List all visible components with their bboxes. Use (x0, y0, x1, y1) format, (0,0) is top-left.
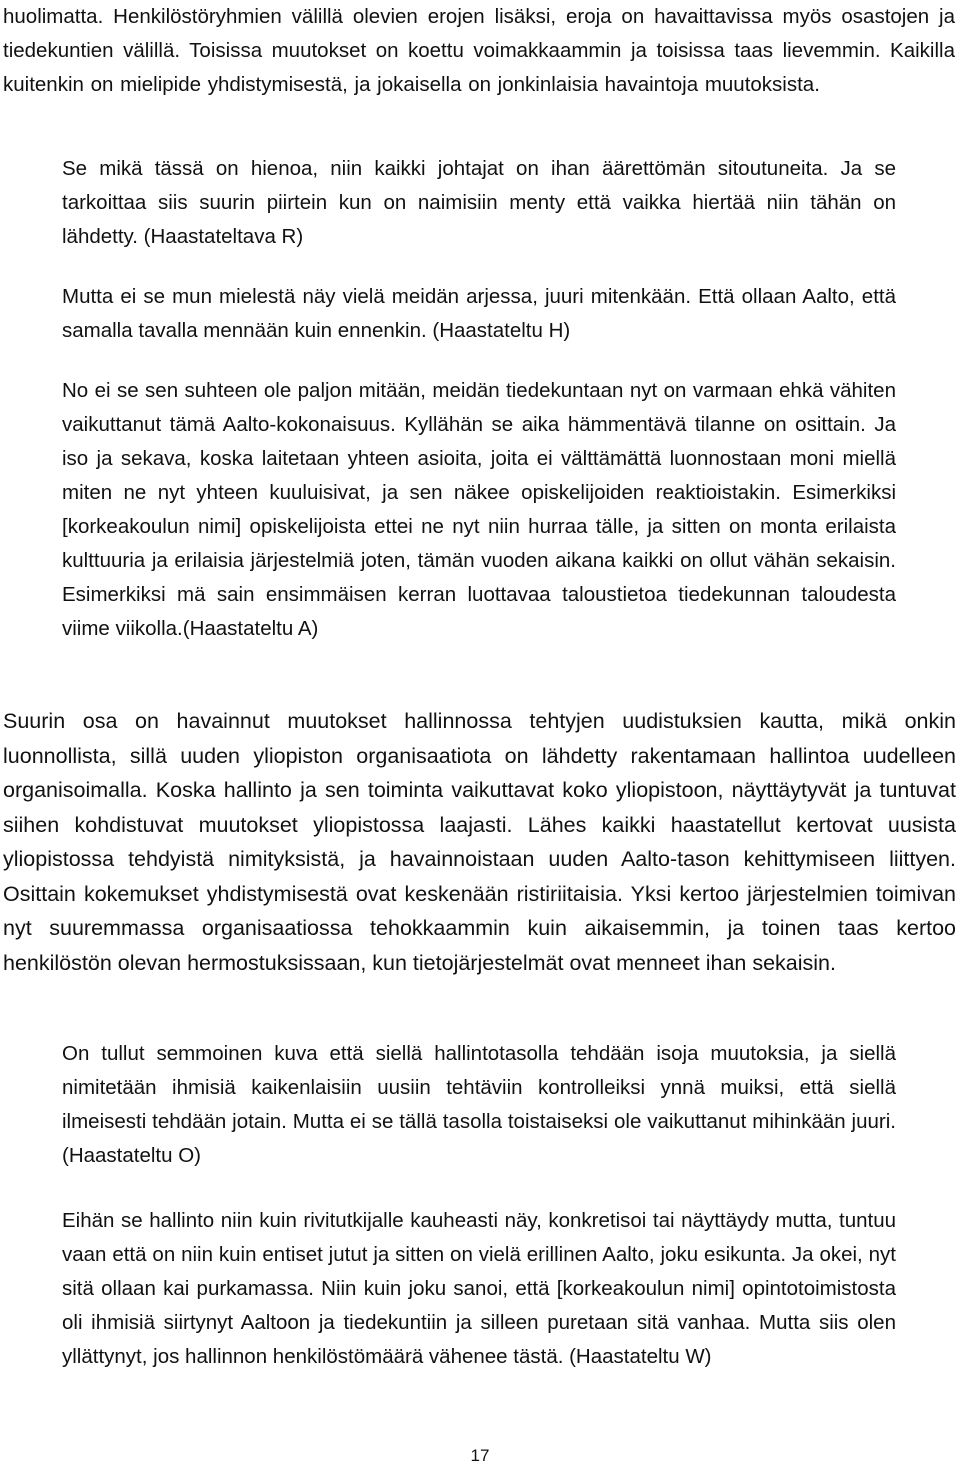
interview-quote-a: No ei se sen suhteen ole paljon mitään, meidän tiedekuntaan nyt on varmaan ehkä vähiten vaikuttanut tämä Aalto-kokonaisuus. Kyllähän se aika hämmentävä tilanne on osittain. Ja iso ja sekava, koska laitetaan yhteen asioita, joita ei välttämättä luonnostaan moni miellä miten ne nyt yhteen kuuluisivat, ja sen näkee opiskelijoiden reaktioistakin. Esimerkiksi [korkeakoulun nimi] opiskelijoista ettei ne nyt niin hurraa tälle, ja sitten on monta erilaista kulttuuria ja erilaisia järjestelmiä joten, tämän vuoden aikana kaikki on ollut vähän sekaisin. Esimerkiksi mä sain ensimmäisen kerran luottavaa taloustietoa tiedekunnan taloudesta viime viikolla.(Haastateltu A) (62, 379, 896, 640)
lead-paragraph: huolimatta. Henkilöstöryhmien välillä olevien erojen lisäksi, eroja on havaittavissa myös osastojen ja tiedekuntien välillä. Toisissa muutokset on koettu voimakkaammin ja toisissa taas lievemmin. Kaikilla kuitenkin on mielipide yhdistymisestä, ja jokaisella on jonkinlaisia havaintoja muutoksista. (3, 5, 955, 96)
interview-quote-w: Eihän se hallinto niin kuin rivitutkijalle kauheasti näy, konkretisoi tai näyttäydy mutta, tuntuu vaan että on niin kuin entiset jutut ja sitten on vielä erillinen Aalto, joku esikunta. Ja okei, nyt sitä ollaan kai purkamassa. Niin kuin joku sanoi, että [korkeakoulun nimi] opintotoimistosta oli ihmisiä siirtynyt Aaltoon ja tiedekuntiin ja silleen puretaan sitä vanhaa. Mutta siis olen yllättynyt, jos hallinnon henkilöstömäärä vähenee tästä. (Haastateltu W) (62, 1209, 896, 1368)
interview-quote-o: On tullut semmoinen kuva että siellä hallintotasolla tehdään isoja muutoksia, ja siellä nimitetään ihmisiä kaikenlaisiin uusiin tehtäviin kontrolleiksi ynnä muiksi, että siellä ilmeisesti tehdään jotain. Mutta ei se tällä tasolla toistaiseksi ole vaikuttanut mihinkään juuri. (Haastateltu O) (62, 1042, 896, 1167)
page-number: 17 (470, 1446, 490, 1465)
interview-quote-r: Se mikä tässä on hienoa, niin kaikki johtajat on ihan äärettömän sitoutuneita. Ja se tarkoittaa siis suurin piirtein kun on naimisiin menty että vaikka hiertää niin tähän on lähdetty. (Haastateltava R) (62, 157, 896, 248)
interview-quote-h: Mutta ei se mun mielestä näy vielä meidän arjessa, juuri mitenkään. Että ollaan Aalto, että samalla tavalla mennään kuin ennenkin. (Haastateltu H) (62, 285, 896, 342)
main-paragraph: Suurin osa on havainnut muutokset hallinnossa tehtyjen uudistuksien kautta, mikä onkin luonnollista, sillä uuden yliopiston organisaatiota on lähdetty rakentamaan hallintoa uudelleen organisoimalla. Koska hallinto ja sen toiminta vaikuttavat koko yliopistoon, näyttäytyvät ja tuntuvat siihen kohdistuvat muutokset yliopistossa laajasti. Lähes kaikki haastatellut kertovat uusista yliopistossa tehdyistä nimityksistä, ja havainnoistaan uuden Aalto-tason kehittymiseen liittyen. Osittain kokemukset yhdistymisestä ovat keskenään ristiriitaisia. Yksi kertoo järjestelmien toimivan nyt suuremmassa organisaatiossa tehokkaammin kuin aikaisemmin, ja toinen taas kertoo henkilöstön olevan hermostuksissaan, kun tietojärjestelmät ovat menneet ihan sekaisin. (3, 709, 956, 975)
